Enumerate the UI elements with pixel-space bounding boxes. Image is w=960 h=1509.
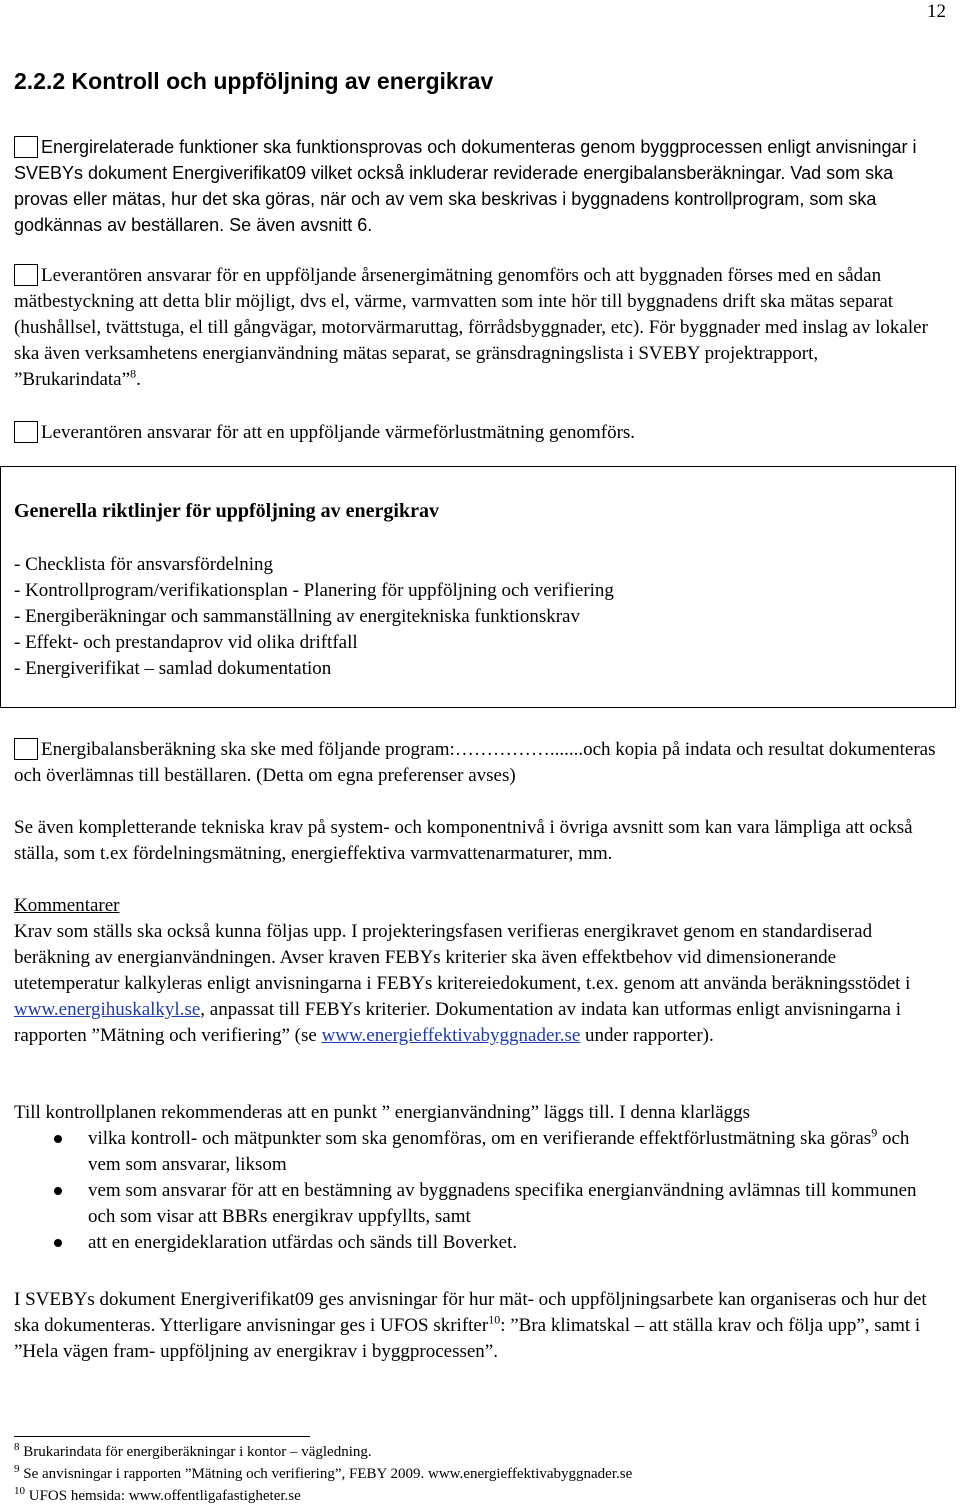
requirement-checkbox[interactable] bbox=[14, 264, 38, 286]
list-item: vem som ansvarar för att en bestämning av byggnadens specifika energianvändning avlämnas till kommunen och som visar att BBRs energikrav uppfyllts, samt bbox=[14, 1178, 946, 1230]
comments-heading: Kommentarer bbox=[14, 895, 120, 916]
footnote: $^8$ Brukarindata för energiberäkningar i kontor – vägledning. bbox=[14, 1441, 372, 1460]
energihuskalkyl-link[interactable]: www.energihuskalkyl.se bbox=[14, 999, 201, 1020]
list-item: vilka kontroll- och mätpunkter som ska genomföras, om en verifierande effektförlustmätning ska göras$^9$ och vem som ansvarar, liksom bbox=[14, 1126, 946, 1178]
footnote-ref: 9 bbox=[871, 1125, 878, 1140]
footnote-ref: 10 bbox=[488, 1312, 501, 1327]
list-item: - Effekt- och prestandaprov vid olika driftfall bbox=[14, 632, 358, 653]
footnote: $^9$ Se anvisningar i rapporten ”Mätning och verifiering”, FEBY 2009. www.energieffektivabyggnader.se bbox=[14, 1463, 633, 1482]
energieffektivabyggnader-link[interactable]: www.energieffektivabyggnader.se bbox=[321, 1025, 581, 1046]
requirement-checkbox[interactable] bbox=[14, 738, 38, 760]
requirement-text: Energirelaterade funktioner ska funktionsprovas och dokumenteras genom byggprocessen enligt anvisningar i SVEBYs dokument Energiverifikat09 vilket också inkluderar reviderade energibalansberäkningar. Vad som ska provas eller mätas, hur det ska göras, när och av vem ska beskrivas i byggnadens kontrollprogram, som ska godkännas av beställaren. Se även avsnitt 6. bbox=[14, 137, 917, 235]
requirement-checkbox[interactable] bbox=[14, 136, 38, 158]
page-number: 12 bbox=[927, 1, 946, 22]
supplementary-requirements: Se även kompletterande tekniska krav på system- och komponentnivå i övriga avsnitt som kan vara lämpliga att också ställa, som t.ex fördelningsmätning, energieffektiva varmvattenarmaturer, mm. bbox=[14, 817, 913, 864]
list-item: - Energiberäkningar och sammanställning av energitekniska funktionskrav bbox=[14, 606, 580, 627]
requirement-text: Energibalansberäkning ska ske med följande program:…………….......och kopia på indata och resultat dokumenteras och överlämnas till beställaren. (Detta om egna preferenser avses) bbox=[14, 739, 936, 786]
control-plan-list bbox=[14, 1126, 946, 1256]
requirement-checkbox[interactable] bbox=[14, 421, 38, 443]
list-item: att en energideklaration utfärdas och sänds till Boverket. bbox=[14, 1230, 946, 1256]
comments-body: Krav som ställs ska också kunna följas upp. I projekteringsfasen verifieras energikravet genom en standardiserad beräkning av energianvändningen. Avser kraven FEBYs kriterier ska även effektbehov vid dimensionerande utetemperatur kalkyleras enligt anvisningarna i FEBYs kritereiedokument, t.ex. genom att använda beräkningsstödet i www.energihuskalkyl.se, anpassat till FEBYs kriterier. Dokumentation av indata kan utformas enligt anvisningarna i rapporten ”Mätning och verifiering” (se www.energieffektivabyggnader.se under rapporter). bbox=[14, 921, 911, 1046]
requirement-energy-balance-program bbox=[14, 737, 946, 789]
list-item: - Energiverifikat – samlad dokumentation bbox=[14, 658, 332, 679]
requirement-text: Leverantören ansvarar för en uppföljande årsenergimätning genomförs och att byggnaden förses med en sådan mätbestyckning att detta blir möjligt, dvs el, värme, varmvatten som inte hör till byggnadens drift ska mätas separat (hushållsel, tvättstuga, el till gångvägar, motorvärmaruttag, förrådsbyggnader, etc). För byggnader med inslag av lokaler ska även verksamhetens energianvändning mätas separat, se gränsdragningslista i SVEBY projektrapport, ”Brukarindata” bbox=[14, 265, 928, 390]
footnote-divider bbox=[14, 1436, 310, 1437]
requirement-text: Leverantören ansvarar för att en uppföljande värmeförlustmätning genomförs. bbox=[41, 422, 636, 443]
requirement-heat-loss-measurement bbox=[14, 420, 946, 446]
footnote: $^{10}$ UFOS hemsida: www.offentligafastigheter.se bbox=[14, 1485, 301, 1504]
list-item: - Checklista för ansvarsfördelning bbox=[14, 554, 274, 575]
list-item: - Kontrollprogram/verifikationsplan - Planering för uppföljning och verifiering bbox=[14, 580, 614, 601]
section-heading: 2.2.2 Kontroll och uppföljning av energikrav bbox=[14, 68, 494, 94]
guidelines-title: Generella riktlinjer för uppföljning av energikrav bbox=[14, 500, 439, 522]
requirement-functional-testing bbox=[14, 134, 946, 238]
guidelines-list bbox=[14, 552, 614, 682]
control-plan-intro: Till kontrollplanen rekommenderas att en punkt ” energianvändning” läggs till. I denna klarläggs bbox=[14, 1102, 751, 1123]
requirement-annual-energy-metering: Leverantören ansvarar för en uppföljande årsenergimätning genomförs och att byggnaden förses med en sådan mätbestyckning att detta blir möjligt, dvs el, värme, varmvatten som inte hör till byggnadens drift ska mätas separat (hushållsel, tvättstuga, el till gångvägar, motorvärmaruttag, förrådsbyggnader, etc). För byggnader med inslag av lokaler ska även verksamhetens energianvändning mätas separat, se gränsdragningslista i SVEBY projektrapport, ”Brukarindata”$^8$. bbox=[14, 265, 928, 390]
footnote-ref: 8 bbox=[130, 366, 137, 381]
sveby-paragraph: I SVEBYs dokument Energiverifikat09 ges anvisningar för hur mät- och uppföljningsarbete kan organiseras och hur det ska dokumenteras. Ytterligare anvisningar ges i UFOS skrifter$^{10}$: ”Bra klimatskal – att ställa krav och följa upp”, samt i ”Hela vägen fram- uppföljning av energikrav i byggprocessen”. bbox=[14, 1289, 927, 1362]
